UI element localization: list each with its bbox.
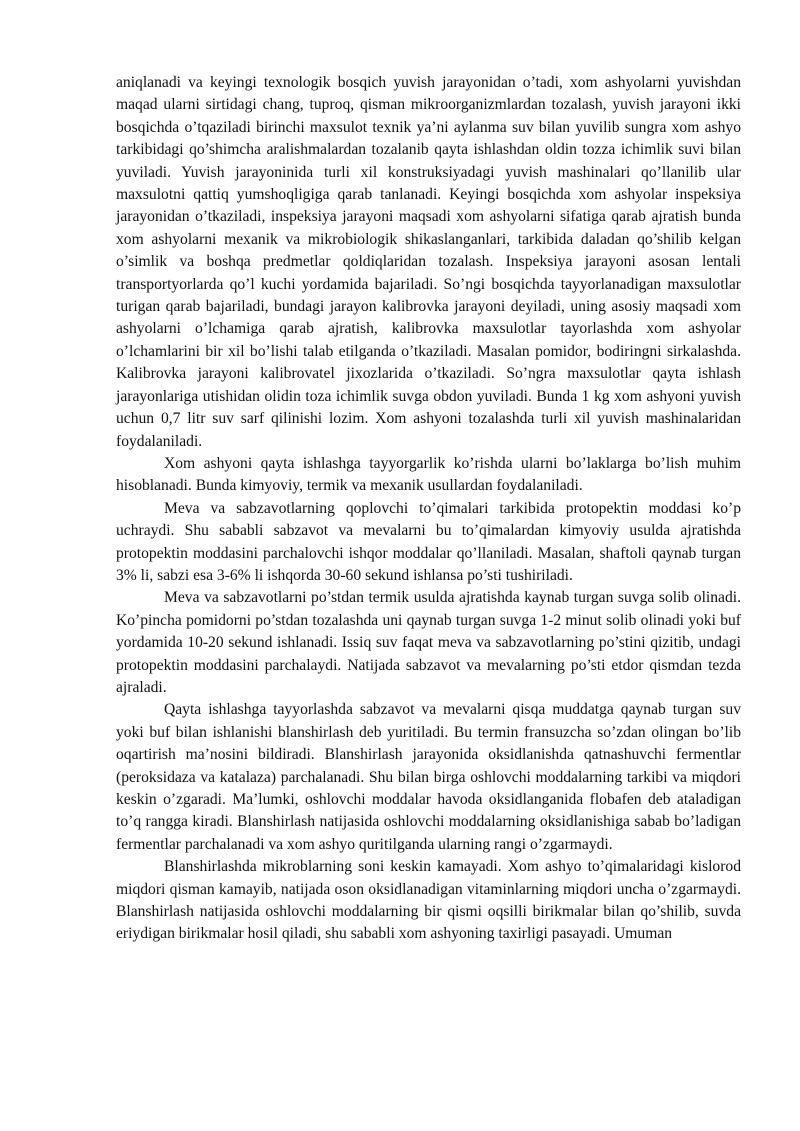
document-page [116,72,741,946]
paragraph-blanching-effects: Blanshirlashda mikroblarning soni keskin kamayadi. Xom ashyo to’qimalaridagi kislorod miqdori qisman kamayib, natijada oson oksidlanadigan vitaminlarning miqdori uncha o’zgarmaydi. Blanshirlash natijasida oshlovchi moddalarning bir qismi oqsilli birikmalar bilan qo’shilib, suvda eriydigan birikmalar hosil qiladi, shu sababli xom ashyoning taxirligi pasayadi. Umuman [116,858,741,943]
paragraph-washing-inspection-calibration: aniqlanadi va keyingi texnologik bosqich yuvish jarayonidan o’tadi, xom ashyolarni yuvishdan maqad ularni sirtidagi chang, tuproq, qisman mikroorganizmlardan tozalash, yuvish jarayoni ikki bosqichda o’tqaziladi birinchi maxsulot texnik ya’ni aylanma suv bilan yuvilib sungra xom ashyo tarkibidagi qo’shimcha aralishmalardan tozalanib qayta ishlashdan oldin tozza ichimlik suvi bilan yuviladi. Yuvish jarayoninida turli xil konstruksiyadagi yuvish mashinalari qo’llanilib ular maxsulotni qattiq yumshoqligiga qarab tanlanadi. Keyingi bosqichda xom ashyolar inspeksiya jarayonidan o’tkaziladi, inspeksiya jarayoni maqsadi xom ashyolarni sifatiga qarab ajratish bunda xom ashyolarni mexanik va mikrobiologik shikaslanganlari, tarkibida daladan qo’shilib kelgan o’simlik va boshqa predmetlar qoldiqlaridan tozalash. Inspeksiya jarayoni asosan lentali transportyorlarda qo’l kuchi yordamida bajariladi. So’ngi bosqichda tayyorlanadigan maxsulotlar turigan qarab bajariladi, bundagi jarayon kalibrovka jarayoni deyiladi, uning asosiy maqsadi xom ashyolarni o’lchamiga qarab ajratish, kalibrovka maxsulotlar tayorlashda xom ashyolar o’lchamlarini bir xil bo’lishi talab etilganda o’tkaziladi. Masalan pomidor, bodiringni sirkalashda. Kalibrovka jarayoni kalibrovatel jixozlarida o’tkaziladi. So’ngra maxsulotlar qayta ishlash jarayonlariga utishidan olidin toza ichimlik suvga obdon yuviladi. Bunda 1 kg xom ashyoni yuvish uchun 0,7 litr suv sarf qilinishi lozim. Xom ashyoni tozalashda turli xil yuvish mashinalaridan foydalaniladi. [116,74,741,450]
paragraph-blanching-definition: Qayta ishlashga tayyorlashda sabzavot va mevalarni qisqa muddatga qaynab turgan suv yoki buf bilan ishlanishi blanshirlash deb yuritiladi. Bu termin fransuzcha so’zdan olingan bo’lib oqartirish ma’nosini bildiradi. Blanshirlash jarayonida oksidlanishda qatnashuvchi fermentlar (peroksidaza va katalaza) parchalanadi. Shu bilan birga oshlovchi moddalarning tarkibi va miqdori keskin o’zgaradi. Ma’lumki, oshlovchi moddalar havoda oksidlanganida flobafen deb ataladigan to’q rangga kiradi. Blanshirlash natijasida oshlovchi moddalarning oksidlanishiga sabab bo’ladigan fermentlar parchalanadi va xom ashyo quritilganda ularning rangi o’zgarmaydi. [116,701,741,853]
paragraph-chemical-peeling: Meva va sabzavotlarning qoplovchi to’qimalari tarkibida protopektin moddasi ko’p uchraydi. Shu sababli sabzavot va mevalarni bu to’qimalardan kimyoviy usulda ajratishda protopektin moddasini parchalovchi ishqor moddalar qo’llaniladi. Masalan, shaftoli qaynab turgan 3% li, sabzi esa 3-6% li ishqorda 30-60 sekund ishlansa po’sti tushiriladi. [116,499,741,584]
paragraph-thermal-peeling: Meva va sabzavotlarni po’stdan termik usulda ajratishda kaynab turgan suvga solib olinadi. Ko’pincha pomidorni po’stdan tozalashda uni qaynab turgan suvga 1-2 minut solib olinadi yoki buf yordamida 10-20 sekund ishlanadi. Issiq suv faqat meva va sabzavotlarning po’stini qizitib, undagi protopektin moddasini parchalaydi. Natijada sabzavot va mevalarning po’sti etdor qismdan tezda ajraladi. [116,589,741,696]
paragraph-cutting-methods: Xom ashyoni qayta ishlashga tayyorgarlik ko’rishda ularni bo’laklarga bo’lish muhim hisoblanadi. Bunda kimyoviy, termik va mexanik usullardan foydalaniladi. [116,454,741,495]
